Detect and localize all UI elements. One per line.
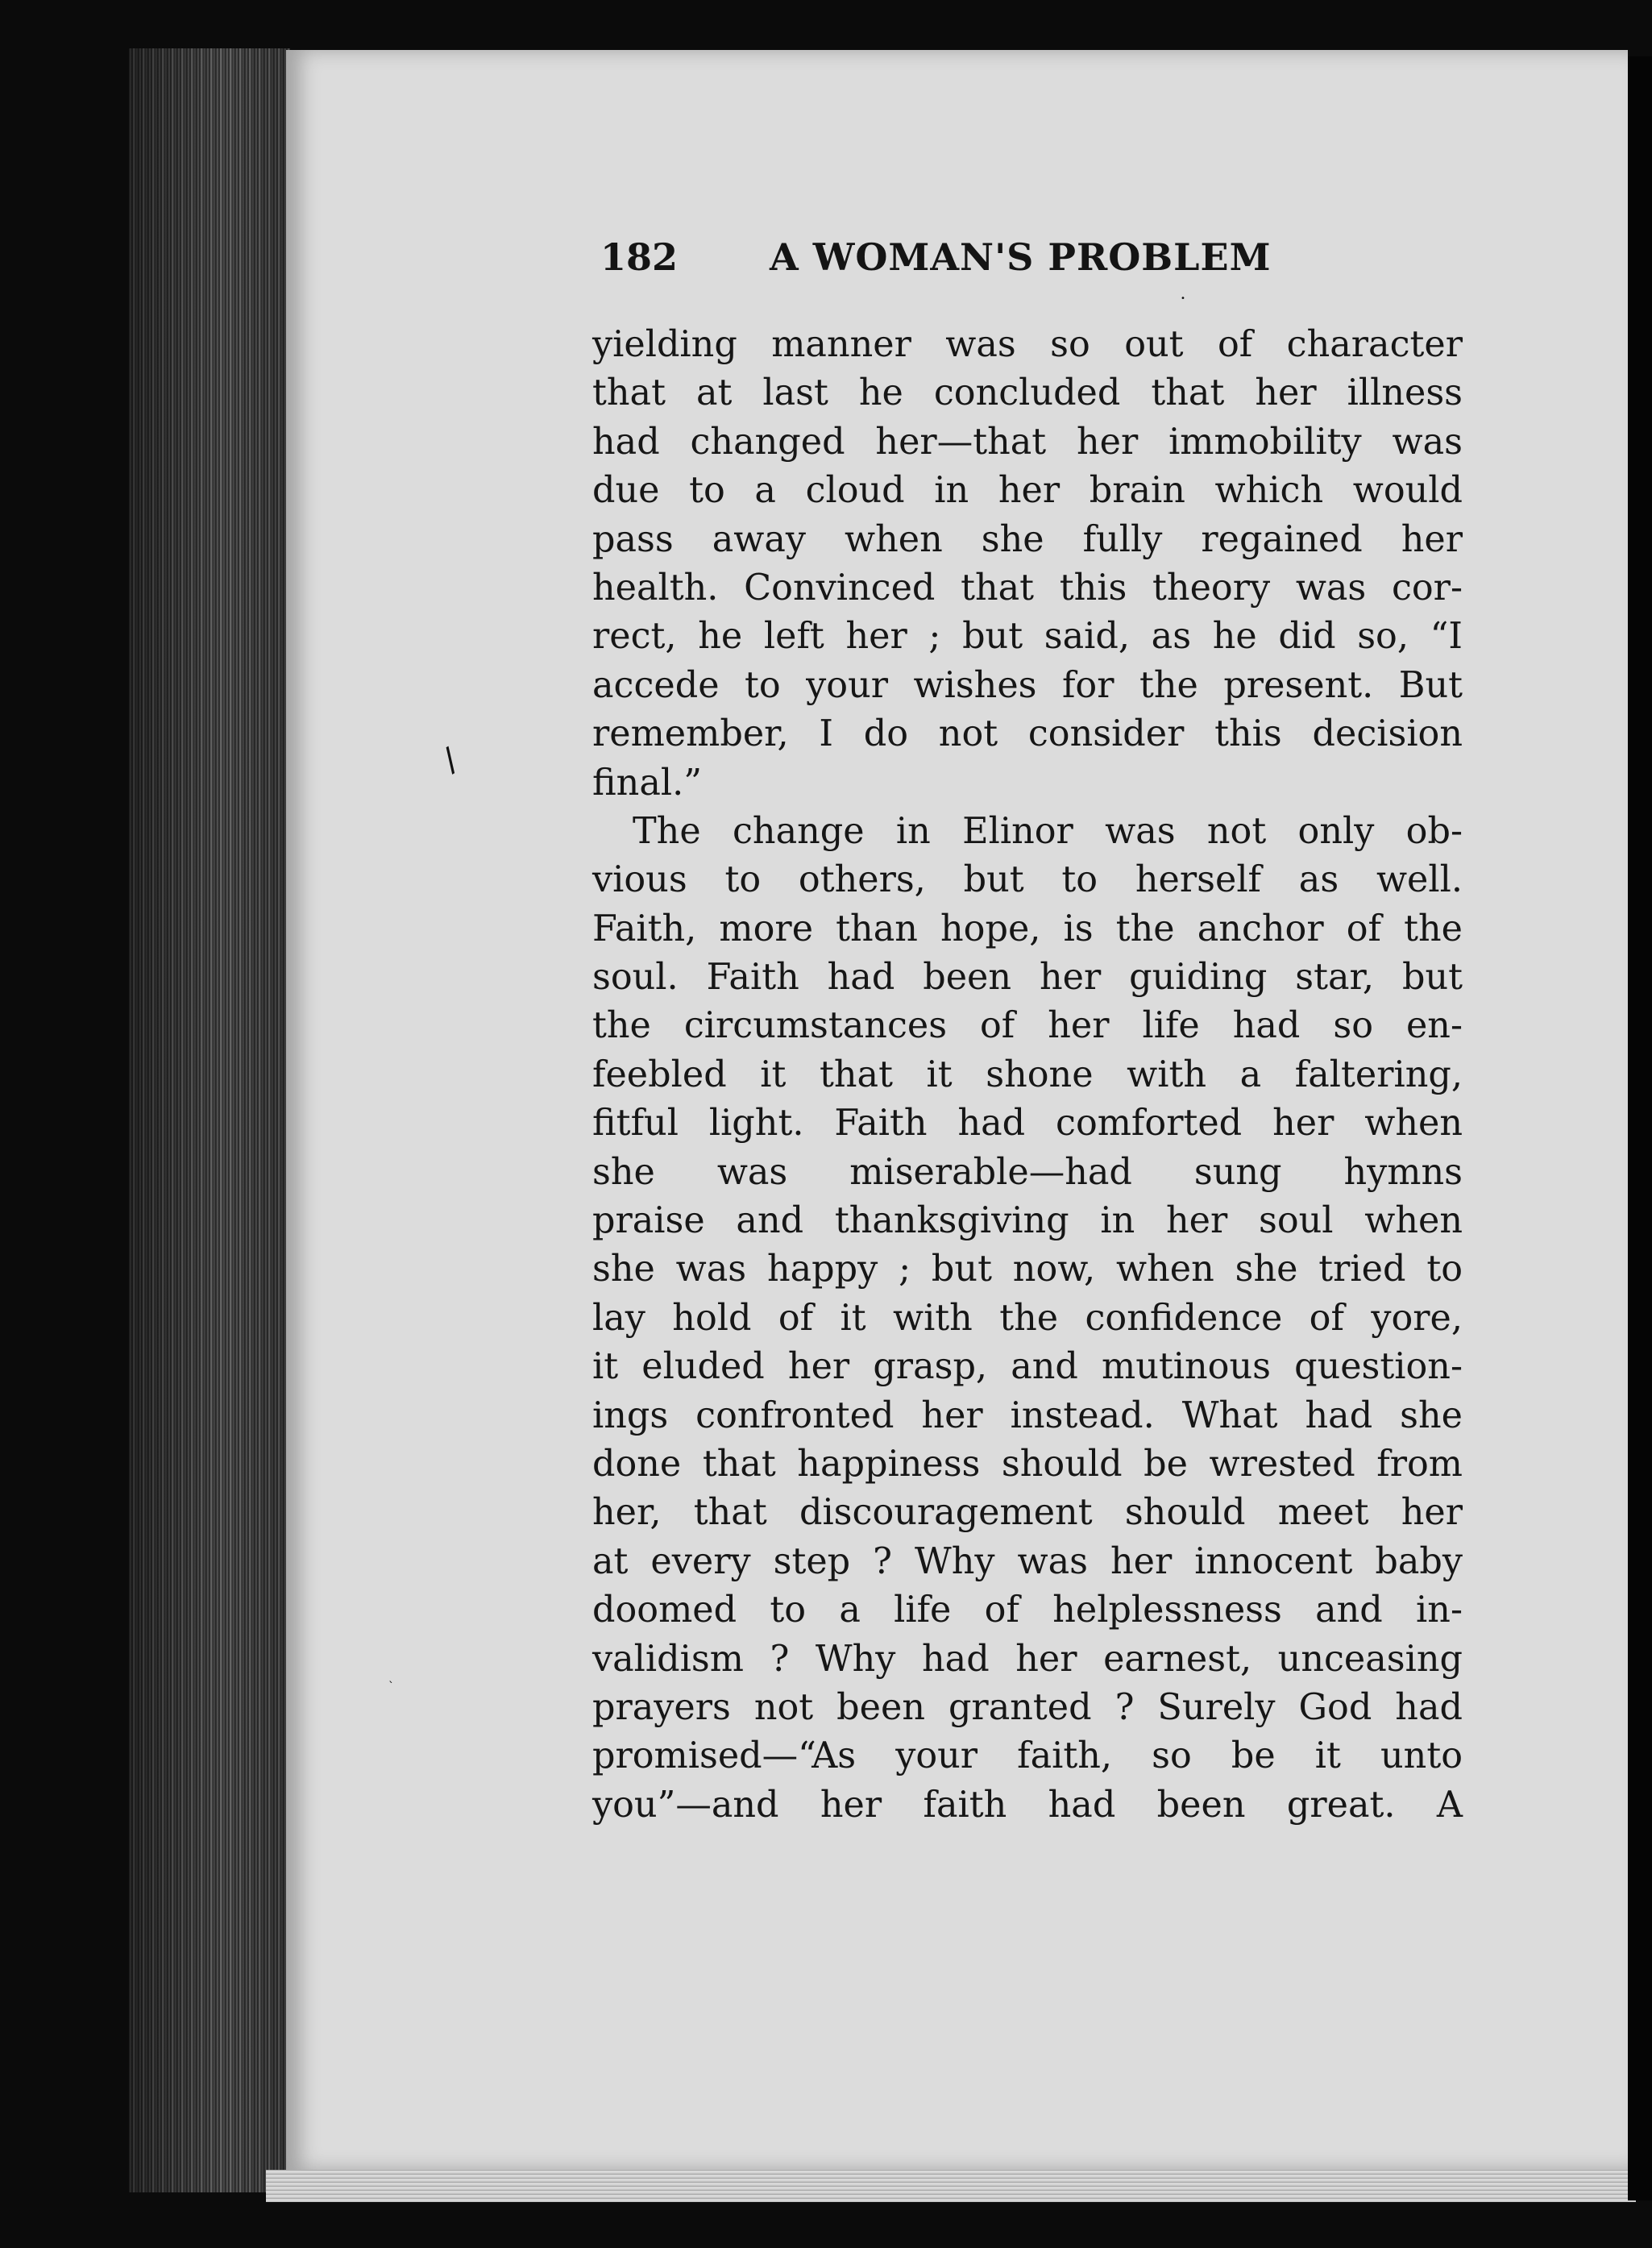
page-bottom-edges [266, 2170, 1636, 2202]
text-line: praise and thanksgiving in her soul when [592, 1200, 1463, 1242]
speck: • [1181, 294, 1185, 303]
text-line: the circumstances of her life had so en- [592, 1005, 1463, 1047]
text-line: you”—and her faith had been great. A [592, 1784, 1463, 1826]
text-line: pass away when she fully regained her [592, 518, 1463, 560]
text-line: due to a cloud in her brain which would [592, 470, 1463, 512]
text-line: prayers not been granted ? Surely God had [592, 1686, 1463, 1728]
page-number: 182 [600, 235, 679, 279]
text-line: Faith, more than hope, is the anchor of the [592, 908, 1463, 949]
text-line: final.” [592, 762, 702, 804]
text-line: lay hold of it with the confidence of yore, [592, 1297, 1463, 1339]
text-line: remember, I do not consider this decision [592, 713, 1463, 755]
scan-right-border [1628, 56, 1652, 2200]
text-line: vious to others, but to herself as well. [592, 859, 1463, 901]
text-line: health. Convinced that this theory was cor- [592, 567, 1463, 609]
text-line: rect, he left her ; but said, as he did so, “I [592, 616, 1463, 658]
text-line: fitful light. Faith had comforted her when [592, 1103, 1463, 1145]
text-line: yielding manner was so out of character [592, 324, 1463, 365]
margin-mark: / [436, 741, 465, 779]
text-line: it eluded her grasp, and mutinous question- [592, 1346, 1463, 1388]
text-line: doomed to a life of helplessness and in- [592, 1589, 1463, 1631]
text-line: feebled it that it shone with a faltering, [592, 1053, 1463, 1095]
text-line: she was happy ; but now, when she tried to [592, 1249, 1463, 1290]
page-edges-shadow [129, 48, 290, 2192]
text-line: accede to your wishes for the present. But [592, 664, 1463, 706]
book-title: A WOMAN'S PROBLEM [770, 235, 1272, 279]
text-line: done that happiness should be wrested from [592, 1443, 1463, 1485]
text-line: soul. Faith had been her guiding star, but [592, 957, 1463, 999]
text-line: promised—“As your faith, so be it unto [592, 1735, 1463, 1777]
text-line: that at last he concluded that her illness [592, 372, 1463, 414]
paragraph-1 [592, 321, 1463, 808]
text-line: at every step ? Why was her innocent baby [592, 1540, 1463, 1582]
text-line: had changed her—that her immobility was [592, 421, 1463, 463]
text-line: ings confronted her instead. What had she [592, 1394, 1463, 1436]
text-line: her, that discouragement should meet her [592, 1492, 1463, 1534]
paragraph-2 [592, 808, 1463, 1830]
running-head [600, 235, 1527, 300]
body-text [592, 321, 1463, 1830]
text-line: The change in Elinor was not only ob- [633, 810, 1463, 852]
text-line: validism ? Why had her earnest, unceasing [592, 1638, 1463, 1680]
speck: ` [388, 1681, 394, 1693]
text-line: she was miserable—had sung hymns [592, 1151, 1463, 1193]
